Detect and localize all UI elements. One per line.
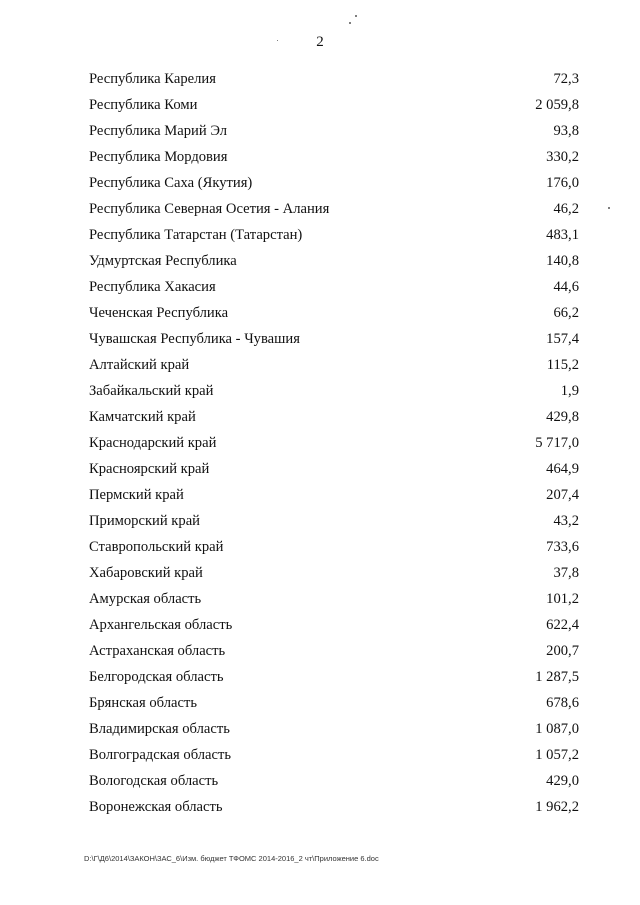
table-row xyxy=(89,248,579,274)
table-row xyxy=(89,66,579,92)
region-name: Воронежская область xyxy=(89,799,223,815)
region-value: 1 087,0 xyxy=(535,721,579,737)
table-row xyxy=(89,300,579,326)
region-name: Хабаровский край xyxy=(89,565,203,581)
region-name: Республика Саха (Якутия) xyxy=(89,175,253,191)
region-value: 101,2 xyxy=(546,591,579,607)
region-value: 140,8 xyxy=(546,253,579,269)
region-value: 207,4 xyxy=(546,487,579,503)
table-row xyxy=(89,638,579,664)
table-row xyxy=(89,768,579,794)
region-name: Республика Карелия xyxy=(89,71,216,87)
table-row xyxy=(89,92,579,118)
table-row xyxy=(89,404,579,430)
region-name: Республика Хакасия xyxy=(89,279,216,295)
region-value: 43,2 xyxy=(553,513,579,529)
table-row xyxy=(89,326,579,352)
scan-speck xyxy=(349,22,351,24)
region-name: Республика Марий Эл xyxy=(89,123,228,139)
region-name: Приморский край xyxy=(89,513,200,529)
region-name: Республика Коми xyxy=(89,97,198,113)
region-value: 66,2 xyxy=(553,305,579,321)
region-value: 1 287,5 xyxy=(535,669,579,685)
region-value: 176,0 xyxy=(546,175,579,191)
table-row xyxy=(89,586,579,612)
region-value: 429,0 xyxy=(546,773,579,789)
region-value: 622,4 xyxy=(546,617,579,633)
table-row xyxy=(89,716,579,742)
region-name: Алтайский край xyxy=(89,357,190,373)
table-row xyxy=(89,560,579,586)
region-value: 483,1 xyxy=(546,227,579,243)
region-value: 200,7 xyxy=(546,643,579,659)
region-name: Вологодская область xyxy=(89,773,219,789)
region-value: 157,4 xyxy=(546,331,579,347)
table-row xyxy=(89,144,579,170)
region-name: Удмуртская Республика xyxy=(89,253,237,269)
region-values-table xyxy=(89,66,579,820)
region-value: 1 962,2 xyxy=(535,799,579,815)
region-value: 46,2 xyxy=(553,201,579,217)
region-name: Республика Северная Осетия - Алания xyxy=(89,201,330,217)
region-value: 44,6 xyxy=(553,279,579,295)
region-value: 93,8 xyxy=(553,123,579,139)
region-value: 115,2 xyxy=(546,357,579,373)
table-row xyxy=(89,508,579,534)
region-value: 1,9 xyxy=(560,383,579,399)
table-row xyxy=(89,274,579,300)
scan-speck xyxy=(355,15,357,17)
table-row xyxy=(89,430,579,456)
region-name: Красноярский край xyxy=(89,461,210,477)
region-name: Чувашская Республика - Чувашия xyxy=(89,331,300,347)
region-value: 429,8 xyxy=(546,409,579,425)
region-name: Краснодарский край xyxy=(89,435,217,451)
page-number: 2 xyxy=(316,34,324,50)
region-value: 1 057,2 xyxy=(535,747,579,763)
table-row xyxy=(89,352,579,378)
region-name: Амурская область xyxy=(89,591,202,607)
scan-speck xyxy=(608,207,610,209)
region-name: Республика Мордовия xyxy=(89,149,228,165)
table-row xyxy=(89,612,579,638)
region-name: Забайкальский край xyxy=(89,383,214,399)
region-name: Чеченская Республика xyxy=(89,305,229,321)
table-row xyxy=(89,222,579,248)
region-value: 5 717,0 xyxy=(535,435,579,451)
table-row xyxy=(89,456,579,482)
region-value: 464,9 xyxy=(546,461,579,477)
table-row xyxy=(89,378,579,404)
region-value: 37,8 xyxy=(553,565,579,581)
table-row xyxy=(89,534,579,560)
table-row xyxy=(89,482,579,508)
region-value: 72,3 xyxy=(553,71,579,87)
table-row xyxy=(89,794,579,820)
region-name: Волгоградская область xyxy=(89,747,232,763)
table-row xyxy=(89,196,579,222)
region-name: Белгородская область xyxy=(89,669,224,685)
region-name: Республика Татарстан (Татарстан) xyxy=(89,227,303,243)
region-value: 2 059,8 xyxy=(535,97,579,113)
table-row xyxy=(89,118,579,144)
table-row xyxy=(89,690,579,716)
table-row xyxy=(89,170,579,196)
region-name: Пермский край xyxy=(89,487,184,503)
region-name: Брянская область xyxy=(89,695,198,711)
region-name: Архангельская область xyxy=(89,617,233,633)
footer-file-path: D:\Г\Д6\2014\ЗАКОН\ЗАС_6\Изм. бюджет ТФОМС 2014-2016_2 чт\Приложение 6.doc xyxy=(84,854,379,863)
region-name: Владимирская область xyxy=(89,721,230,737)
table-row xyxy=(89,664,579,690)
region-value: 330,2 xyxy=(546,149,579,165)
region-name: Ставропольский край xyxy=(89,539,224,555)
region-value: 733,6 xyxy=(546,539,579,555)
table-row xyxy=(89,742,579,768)
region-name: Камчатский край xyxy=(89,409,196,425)
region-name: Астраханская область xyxy=(89,643,226,659)
region-value: 678,6 xyxy=(546,695,579,711)
